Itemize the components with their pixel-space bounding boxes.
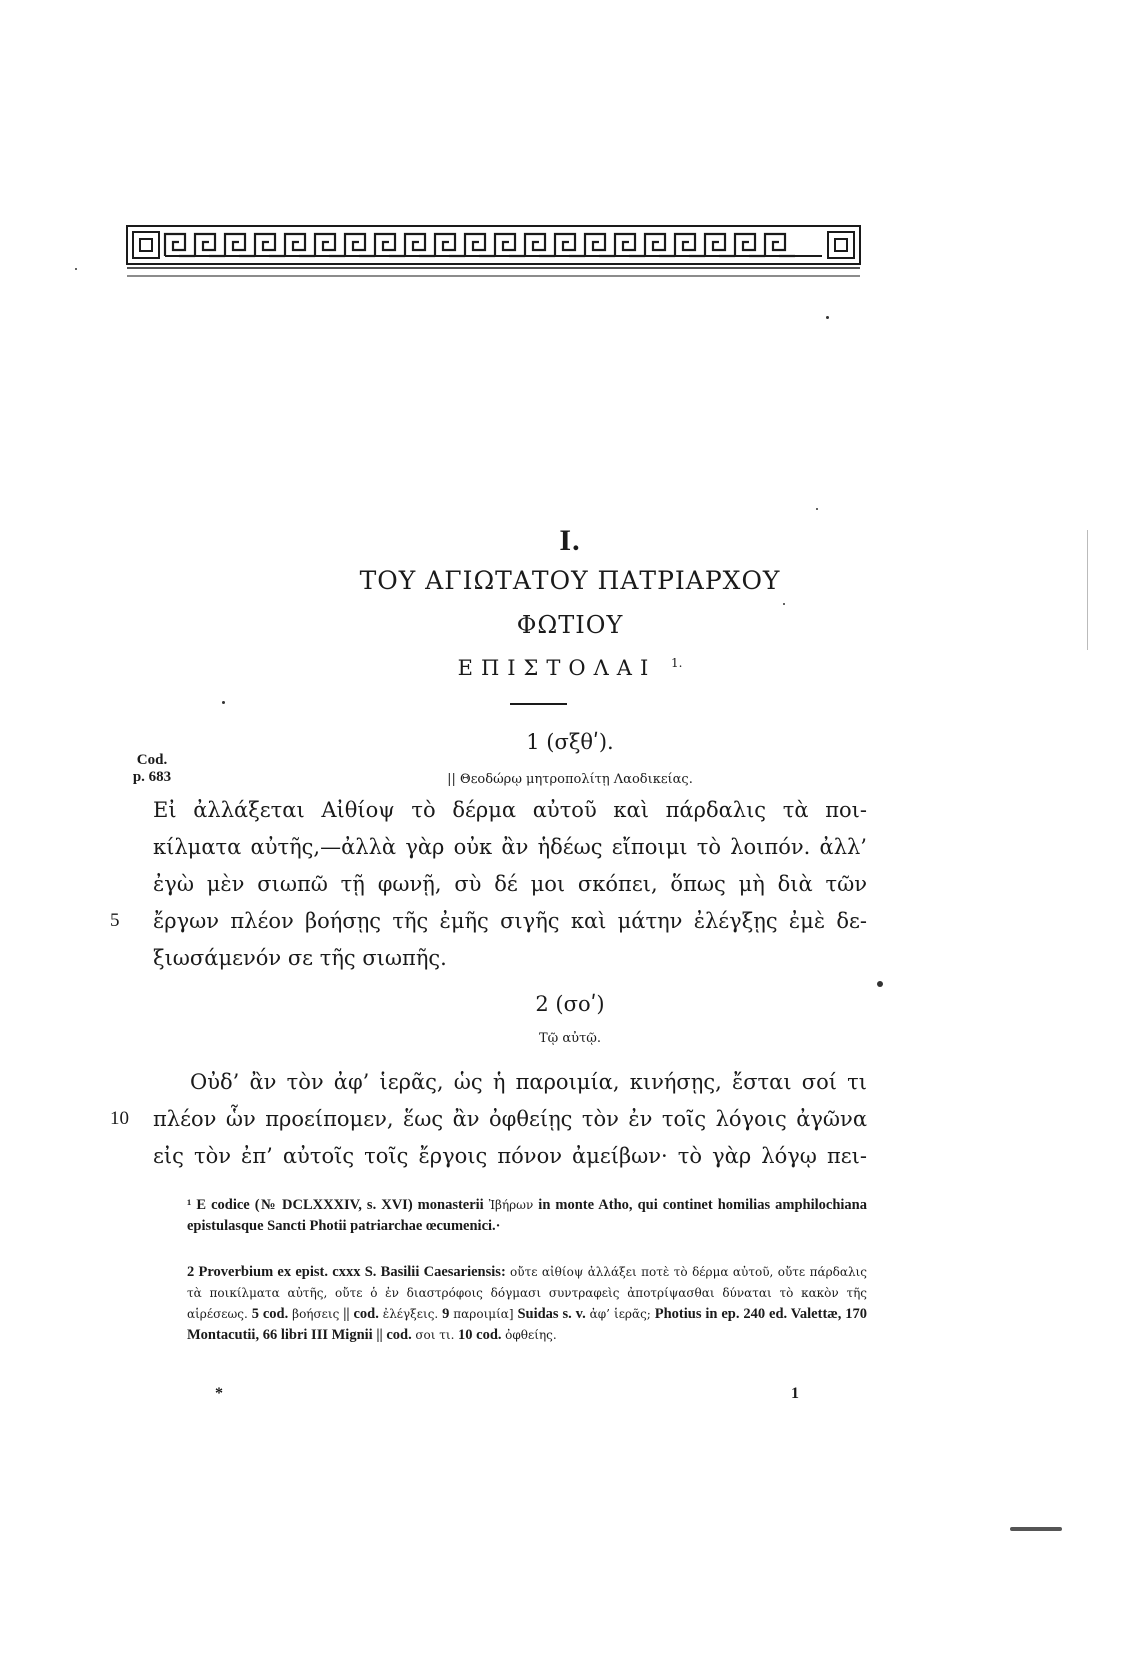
scan-edge-line <box>1087 530 1088 650</box>
page-number: 1 <box>791 1385 799 1402</box>
footnote-greek: οὔτε αἰθίοψ ἀλλάξει ποτὲ τὸ δέρμα αὐτοῦ, οὔτε πάρδαλις τὰ ποικίλματα αὐτῆς, οὔτε ὁ ἐν διαστρόφοις δόγμασι συντραφεὶς ἀποτρίψασθαι δύναται τὸ κακὸν τῆς αἱρέσεως. <box>187 1265 867 1321</box>
footnote-greek: βοήσεις <box>292 1307 340 1321</box>
text-line: Οὐδ’ ἂν τὸν ἀφ’ ἱερᾶς, ὡς ἡ παροιμία, κινήσῃς, ἔσται σοί τι <box>190 1070 867 1094</box>
title-rule <box>510 703 567 705</box>
letter-1-heading: 1 (σξθʹ). <box>526 730 614 754</box>
footnote-greek: σοι τι. <box>415 1328 455 1342</box>
footnote-greek: ἐλέγξεις. <box>382 1307 439 1321</box>
scan-edge-mark <box>1010 1527 1062 1531</box>
footnote-text: in monte Atho, qui continet homilias amphilochiana epistulasque Sancti Photii patriarchae œcumenici.· <box>187 1197 867 1234</box>
title-line-2: ΦΩΤΙΟΥ <box>516 611 624 639</box>
signature-mark: * <box>215 1385 223 1402</box>
footnote-text: 9 <box>438 1306 454 1322</box>
footnote-text: 10 cod. <box>454 1327 506 1343</box>
footnote-text: 2 Proverbium ex epist. cxxx S. Basilii Caesariensis: <box>187 1264 511 1280</box>
title-line-1: ΤΟΥ ΑΓΙΩΤΑΤΟΥ ΠΑΤΡΙΑΡΧΟΥ <box>359 566 781 595</box>
line-number: 5 <box>110 910 120 931</box>
text-line: κίλματα αὐτῆς,—ἀλλὰ γὰρ οὐκ ἂν ἡδέως εἴποιμι τὸ λοιπόν. ἀλλ’ <box>153 835 867 859</box>
text-line: ἐγὼ μὲν σιωπῶ τῇ φωνῇ, σὺ δέ μοι σκόπει, ὅπως μὴ διὰ τῶν <box>153 872 867 896</box>
footnote-1 <box>187 1195 867 1237</box>
margin-note <box>128 752 176 786</box>
letter-1-recipient: || Θεοδώρῳ μητροπολίτῃ Λαοδικείας. <box>447 772 693 787</box>
footnote-greek: παροιμία] <box>453 1307 514 1321</box>
footnote-greek: Ἰβήρων <box>488 1198 534 1212</box>
footnote-text: ¹ E codice (№ DCLXXXIV, s. XVI) monasterii <box>187 1197 489 1213</box>
footnote-text: Photius in ep. 240 ed. Valettæ, 170 Montacutii, 66 libri III Mignii || cod. <box>187 1306 868 1343</box>
footnote-greek: ἀφ’ ἱερᾶς; <box>589 1307 651 1321</box>
greek-key-ornament <box>125 222 862 280</box>
text-line: ξιωσάμενόν σε τῆς σιωπῆς. <box>153 946 447 970</box>
footnote-2 <box>187 1262 867 1346</box>
title-line-3 <box>0 656 1140 680</box>
title-footnote-ref: 1. <box>670 656 683 670</box>
letter-2-recipient: Τῷ αὐτῷ. <box>538 1031 601 1046</box>
line-number: 10 <box>110 1108 129 1129</box>
footnote-text: 5 cod. <box>247 1306 293 1322</box>
text-line: πλέον ὧν προείπομεν, ἕως ἂν ὀφθείῃς τὸν ἐν τοῖς λόγοις ἀγῶνα <box>153 1107 867 1131</box>
text-line: Εἰ ἀλλάξεται Αἰθίοψ τὸ δέρμα αὐτοῦ καὶ πάρδαλις τὰ ποι- <box>153 798 867 822</box>
title-epistolai: ΕΠΙΣΤΟΛΑΙ <box>457 656 657 680</box>
text-line: εἰς τὸν ἐπ’ αὐτοῖς τοῖς ἔργοις πόνον ἀμείβων· τὸ γὰρ λόγῳ πει- <box>153 1144 867 1168</box>
footnote-text: Suidas s. v. <box>513 1306 590 1322</box>
footnote-greek: ὀφθείης. <box>505 1328 557 1342</box>
margin-note-line: p. 683 <box>132 769 172 785</box>
margin-note-line: Cod. <box>136 752 168 768</box>
chapter-number: I. <box>559 524 581 557</box>
footnote-text: || cod. <box>339 1306 383 1322</box>
letter-2-heading: 2 (σοʹ) <box>535 992 605 1016</box>
text-line: ἔργων πλέον βοήσῃς τῆς ἐμῆς σιγῆς καὶ μάτην ἐλέγξῃς ἐμὲ δε- <box>153 909 867 933</box>
